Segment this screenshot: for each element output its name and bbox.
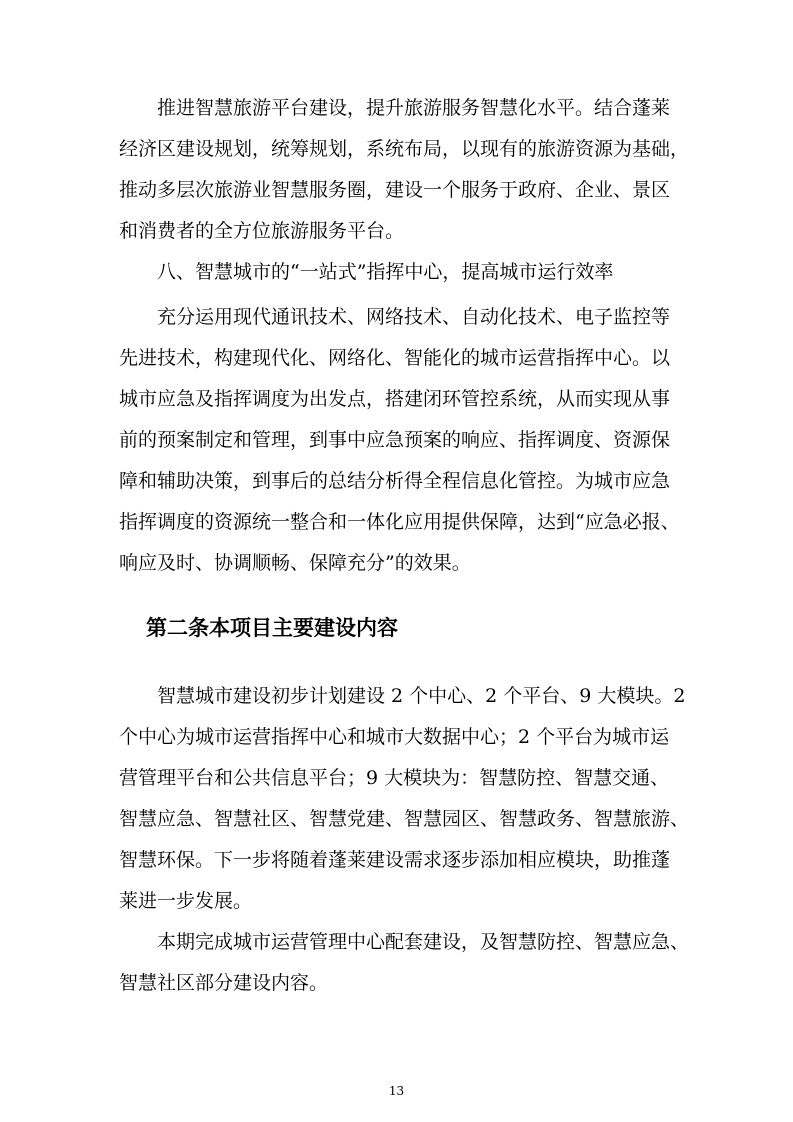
paragraph-line: 前的预案制定和管理，到事中应急预案的响应、指挥调度、资源保	[119, 429, 671, 451]
page-number: 13	[388, 1084, 405, 1098]
paragraph-line: 莱进一步发展。	[119, 890, 253, 912]
item-eight-title	[119, 252, 667, 293]
item-eight-title-text: 八、智慧城市的“一站式”指挥中心，提高城市运行效率	[157, 261, 614, 283]
paragraph-line: 推动多层次旅游业智慧服务圈，建设一个服务于政府、企业、景区	[119, 179, 671, 201]
paragraph-line: 个中心为城市运营指挥中心和城市大数据中心；2 个平台为城市运	[119, 726, 670, 748]
paragraph-command-center	[119, 297, 680, 584]
paragraph-line: 和消费者的全方位旅游服务平台。	[119, 220, 405, 242]
paragraph-line: 响应及时、协调顺畅、保障充分”的效果。	[119, 552, 471, 574]
paragraph-line: 先进技术，构建现代化、网络化、智能化的城市运营指挥中心。以	[119, 347, 671, 369]
paragraph-line: 智慧城市建设初步计划建设 2 个中心、2 个平台、9 大模块。2	[157, 685, 686, 707]
paragraph-line: 营管理平台和公共信息平台；9 大模块为：智慧防控、智慧交通、	[119, 767, 670, 789]
paragraph-current-phase	[119, 922, 690, 1004]
paragraph-line: 智慧应急、智慧社区、智慧党建、智慧园区、智慧政务、智慧旅游、	[119, 808, 690, 830]
paragraph-line: 推进智慧旅游平台建设，提升旅游服务智慧化水平。结合蓬莱	[157, 97, 671, 119]
paragraph-line: 充分运用现代通讯技术、网络技术、自动化技术、电子监控等	[157, 306, 671, 328]
paragraph-line: 智慧社区部分建设内容。	[119, 972, 329, 994]
paragraph-line: 指挥调度的资源统一整合和一体化应用提供保障，达到“应急必报、	[119, 511, 680, 533]
paragraph-line: 经济区建设规划，统筹规划，系统布局，以现有的旅游资源为基础，	[119, 138, 690, 160]
paragraph-smart-tourism	[119, 88, 690, 252]
paragraph-line: 本期完成城市运营管理中心配套建设，及智慧防控、智慧应急、	[157, 931, 690, 953]
paragraph-line: 障和辅助决策，到事后的总结分析得全程信息化管控。为城市应急	[119, 470, 671, 492]
section-heading: 第二条本项目主要建设内容	[146, 615, 398, 640]
paragraph-construction-plan	[119, 676, 690, 922]
paragraph-line: 城市应急及指挥调度为出发点，搭建闭环管控系统，从而实现从事	[119, 388, 671, 410]
paragraph-line: 智慧环保。下一步将随着蓬莱建设需求逐步添加相应模块，助推蓬	[119, 849, 671, 871]
